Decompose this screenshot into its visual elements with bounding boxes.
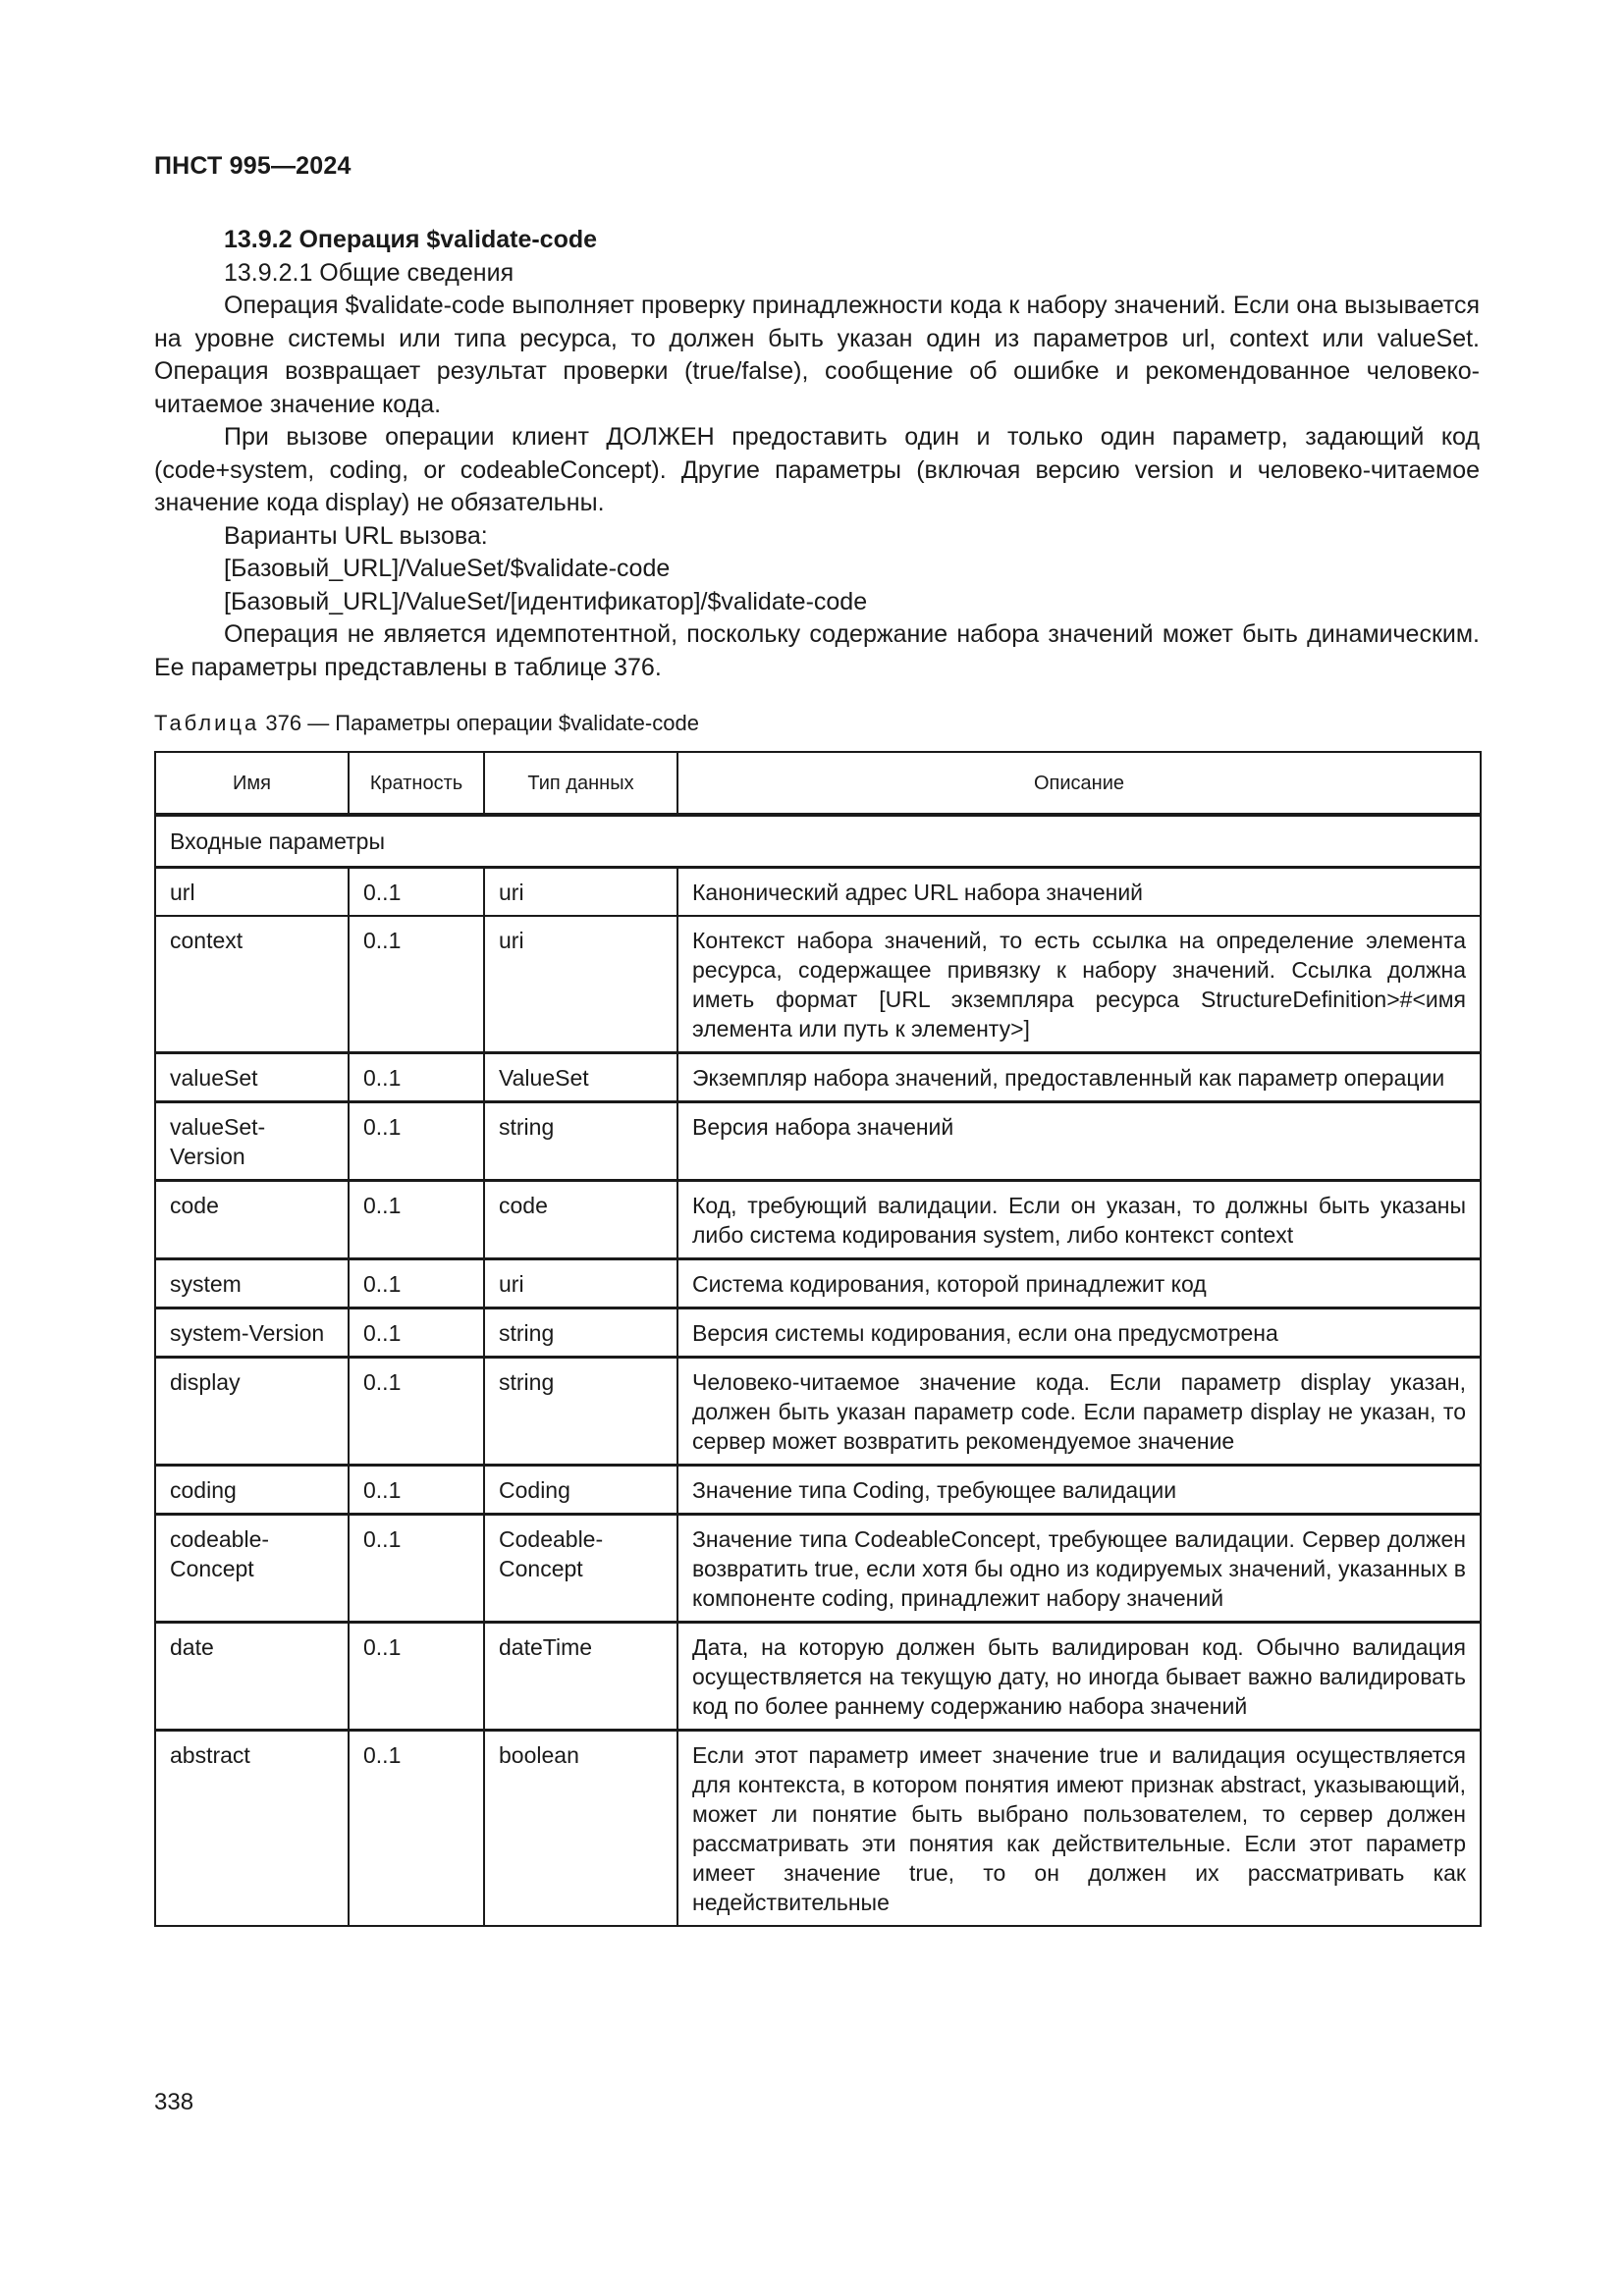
table-row: [155, 1515, 1481, 1623]
paragraph: Операция $validate-code выполняет проверку принадлежности кода к набору значений. Если она вызывается на уровне системы или типа ресурса, то должен быть указан один из параметров url, context или valueSet. Операция возвращает результат проверки (true/false), сообщение об ошибке и рекомендованное человеко-читаемое значение кода.: [154, 292, 1480, 418]
param-description: Если этот параметр имеет значение true и валидация осуществляется для контекста, в котором понятия имеют признак abstract, указывающий, может ли понятие быть выбрано пользователем, то сервер должен рассматривать эти понятия как действительные. Если этот параметр имеет значение true, то он должен их рассматривать как недействительные: [677, 1731, 1481, 1927]
subsection-title: 13.9.2.1 Общие сведения: [224, 258, 514, 287]
param-cardinality: 0..1: [349, 1308, 484, 1358]
table-caption: [154, 711, 699, 736]
param-type: string: [484, 1358, 677, 1466]
page-number: 338: [154, 2089, 194, 2115]
param-type: Codeable-Concept: [484, 1515, 677, 1623]
param-cardinality: 0..1: [349, 916, 484, 1053]
param-description: Версия набора значений: [677, 1102, 1481, 1181]
paragraph: При вызове операции клиент ДОЛЖЕН предоставить один и только один параметр, задающий код (code+system, coding, or codeableConcept). Другие параметры (включая версию version и человеко-читаемое значение кода display) не обязательны.: [154, 423, 1480, 516]
param-description: Экземпляр набора значений, предоставленный как параметр операции: [677, 1053, 1481, 1102]
section-title: 13.9.2 Операция $validate-code: [224, 226, 598, 253]
param-name: system: [155, 1259, 349, 1308]
param-description: Контекст набора значений, то есть ссылка на определение элемента ресурса, содержащее привязку к набору значений. Ссылка должна иметь формат [URL экземпляра ресурса StructureDefinition>#<имя элемента или путь к элементу>]: [677, 916, 1481, 1053]
table-section-row: [155, 815, 1481, 868]
param-name: date: [155, 1623, 349, 1731]
table-header-row: [155, 752, 1481, 815]
parameters-table: [154, 751, 1482, 1927]
table-row: [155, 868, 1481, 917]
paragraph: Операция не является идемпотентной, поскольку содержание набора значений может быть динамическим. Ее параметры представлены в таблице 376.: [154, 620, 1480, 681]
param-type: boolean: [484, 1731, 677, 1927]
paragraph: Варианты URL вызова:: [224, 521, 488, 550]
param-cardinality: 0..1: [349, 1731, 484, 1927]
url-variant: [Базовый_URL]/ValueSet/$validate-code: [224, 555, 671, 582]
param-type: Coding: [484, 1466, 677, 1515]
param-description: Код, требующий валидации. Если он указан, то должны быть указаны либо система кодирования system, либо контекст context: [677, 1181, 1481, 1259]
column-header-cardinality: Кратность: [349, 752, 484, 815]
param-cardinality: 0..1: [349, 1623, 484, 1731]
section-label: Входные параметры: [155, 815, 1481, 868]
column-header-type: Тип данных: [484, 752, 677, 815]
table-row: [155, 1102, 1481, 1181]
document-id: ПНСТ 995—2024: [154, 152, 352, 180]
table-row: [155, 1181, 1481, 1259]
param-name: valueSet-Version: [155, 1102, 349, 1181]
param-type: uri: [484, 868, 677, 917]
table-row: [155, 1259, 1481, 1308]
column-header-description: Описание: [677, 752, 1481, 815]
param-name: abstract: [155, 1731, 349, 1927]
table-row: [155, 1731, 1481, 1927]
table-row: [155, 1053, 1481, 1102]
param-type: ValueSet: [484, 1053, 677, 1102]
param-cardinality: 0..1: [349, 1053, 484, 1102]
param-cardinality: 0..1: [349, 1181, 484, 1259]
param-cardinality: 0..1: [349, 1466, 484, 1515]
param-name: display: [155, 1358, 349, 1466]
param-description: Канонический адрес URL набора значений: [677, 868, 1481, 917]
param-name: system-Version: [155, 1308, 349, 1358]
param-description: Система кодирования, которой принадлежит код: [677, 1259, 1481, 1308]
param-name: codeable-Concept: [155, 1515, 349, 1623]
table-row: [155, 1623, 1481, 1731]
param-name: url: [155, 868, 349, 917]
table-row: [155, 1308, 1481, 1358]
table-row: [155, 916, 1481, 1053]
param-description: Версия системы кодирования, если она предусмотрена: [677, 1308, 1481, 1358]
param-type: dateTime: [484, 1623, 677, 1731]
url-variant: [Базовый_URL]/ValueSet/[идентификатор]/$validate-code: [224, 587, 868, 615]
param-type: uri: [484, 916, 677, 1053]
column-header-name: Имя: [155, 752, 349, 815]
table-caption-title: 376 — Параметры операции $validate-code: [259, 711, 699, 735]
param-cardinality: 0..1: [349, 1259, 484, 1308]
param-cardinality: 0..1: [349, 1515, 484, 1623]
param-type: string: [484, 1308, 677, 1358]
section-body: [154, 224, 1480, 684]
param-description: Значение типа CodeableConcept, требующее валидации. Сервер должен возвратить true, если хотя бы одно из кодируемых значений, указанных в компоненте coding, принадлежит набору значений: [677, 1515, 1481, 1623]
table-caption-label: Таблица: [154, 711, 260, 735]
param-cardinality: 0..1: [349, 868, 484, 917]
table-row: [155, 1466, 1481, 1515]
param-name: code: [155, 1181, 349, 1259]
param-name: coding: [155, 1466, 349, 1515]
param-type: uri: [484, 1259, 677, 1308]
param-cardinality: 0..1: [349, 1102, 484, 1181]
param-type: string: [484, 1102, 677, 1181]
param-description: Значение типа Coding, требующее валидации: [677, 1466, 1481, 1515]
param-name: valueSet: [155, 1053, 349, 1102]
param-type: code: [484, 1181, 677, 1259]
param-cardinality: 0..1: [349, 1358, 484, 1466]
param-name: context: [155, 916, 349, 1053]
param-description: Человеко-читаемое значение кода. Если параметр display указан, должен быть указан параметр code. Если параметр display не указан, то сервер может возвратить рекомендуемое значение: [677, 1358, 1481, 1466]
param-description: Дата, на которую должен быть валидирован код. Обычно валидация осуществляется на текущую дату, но иногда бывает важно валидировать код по более раннему содержанию набора значений: [677, 1623, 1481, 1731]
table-row: [155, 1358, 1481, 1466]
